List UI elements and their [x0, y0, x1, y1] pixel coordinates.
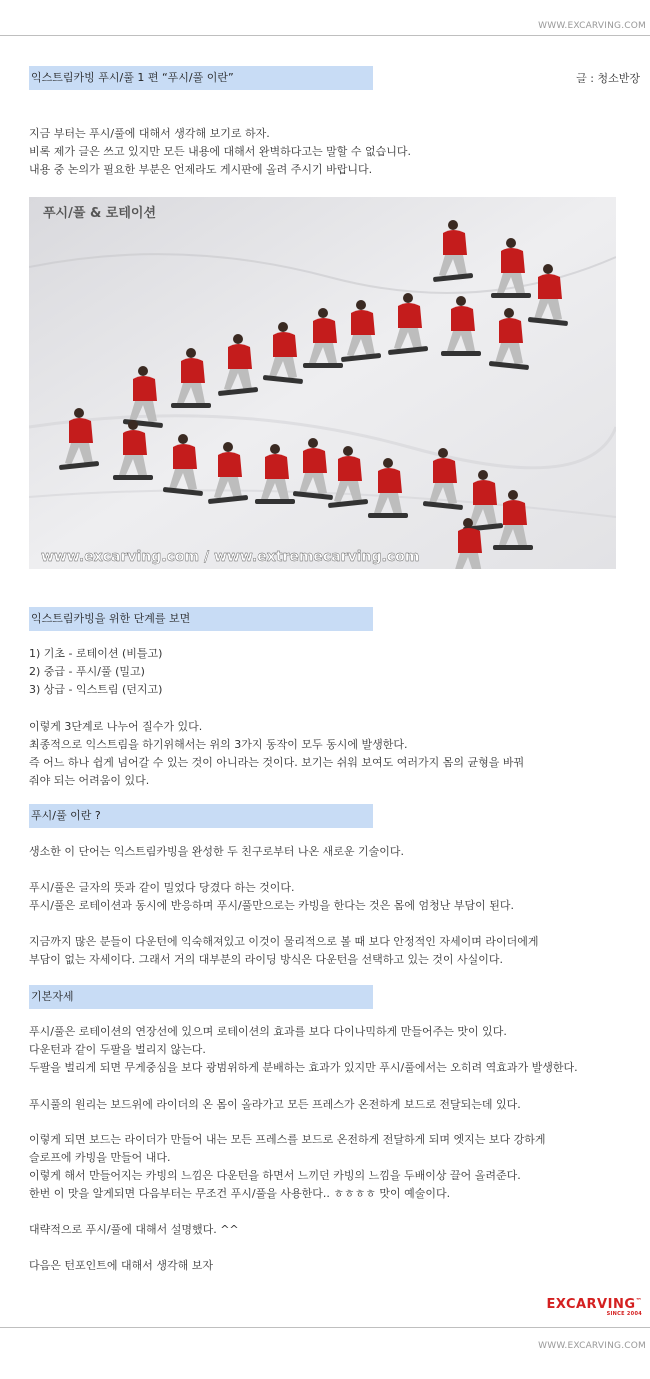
stance-paragraph-2: [29, 1096, 649, 1114]
text-line: 이렇게 되면 보드는 라이더가 만들어 내는 모든 프레스를 보드로 온전하게 전달하게 되며 엣지는 보다 강하게: [29, 1133, 546, 1146]
text-line: 푸시/풀은 글자의 뜻과 같이 밀었다 당겼다 하는 것이다.: [29, 881, 295, 894]
section-heading-basic-stance: 기본자세: [29, 985, 373, 1009]
bottom-divider: [0, 1327, 650, 1328]
article-title: 익스트림카빙 푸시/풀 1 편 “푸시/풀 이란”: [29, 66, 373, 90]
text-line: 즉 어느 하나 쉽게 넘어갈 수 있는 것이 아니라는 것이다. 보기는 쉬워 보여도 여러가지 몸의 균형을 바꿔: [29, 756, 525, 769]
list-item: 2) 중급 - 푸시/풀 (밀고): [29, 665, 145, 678]
steps-list: [29, 645, 649, 699]
logo-text: EXCARVING: [546, 1297, 636, 1312]
photo-canvas: [29, 197, 616, 569]
section-heading-pushpull: 푸시/풀 이란 ?: [29, 804, 373, 828]
text-line: 푸시/풀은 로테이션과 동시에 반응하며 푸시/풀만으로는 카빙을 한다는 것은 몸에 엄청난 부담이 된다.: [29, 899, 515, 912]
stance-paragraph-3: [29, 1131, 649, 1203]
text-line: 내용 중 논의가 필요한 부분은 언제라도 게시판에 올려 주시기 바랍니다.: [29, 163, 373, 176]
text-line: 대략적으로 푸시/풀에 대해서 설명했다. ^^: [29, 1223, 239, 1236]
text-line: 이렇게 3단계로 나누어 질수가 있다.: [29, 720, 203, 733]
photo-title: 푸시/풀 & 로테이션: [43, 206, 157, 221]
pushpull-paragraph-1: [29, 843, 649, 861]
snowboard-sequence-photo: [29, 197, 616, 569]
site-url-top[interactable]: WWW.EXCARVING.COM: [538, 21, 646, 31]
text-line: 비록 제가 글은 쓰고 있지만 모든 내용에 대해서 완벽하다고는 말할 수 없습니다.: [29, 145, 411, 158]
next-topic-line: [29, 1257, 649, 1275]
photo-caption: www.excarving.com / www.extremecarving.com: [41, 549, 420, 565]
site-url-bottom[interactable]: WWW.EXCARVING.COM: [538, 1341, 646, 1351]
list-item: 1) 기초 - 로테이션 (비틀고): [29, 647, 163, 660]
pushpull-paragraph-3: [29, 933, 649, 969]
logo-since: SINCE 2004: [606, 1311, 642, 1317]
intro-paragraph: [29, 125, 649, 179]
text-line: 슬로프에 카빙을 만들어 내다.: [29, 1151, 171, 1164]
text-line: 생소한 이 단어는 익스트림카빙을 완성한 두 친구로부터 나온 새로운 기술이다.: [29, 845, 404, 858]
stance-paragraph-1: [29, 1023, 649, 1077]
text-line: 지금 부터는 푸시/풀에 대해서 생각해 보기로 하자.: [29, 127, 270, 140]
text-line: 이렇게 해서 만들어지는 카빙의 느낌은 다운턴을 하면서 느끼던 카빙의 느낌을 두배이상 끌어 올려준다.: [29, 1169, 521, 1182]
text-line: 지금까지 많은 분들이 다운턴에 익숙해져있고 이것이 물리적으로 볼 때 보다 안정적인 자세이며 라이더에게: [29, 935, 539, 948]
text-line: 푸시풀의 원리는 보드위에 라이더의 온 몸이 올라가고 모든 프레스가 온전하게 보드로 전달되는데 있다.: [29, 1098, 521, 1111]
list-item: 3) 상급 - 익스트림 (던지고): [29, 683, 163, 696]
steps-paragraph: [29, 718, 649, 790]
text-line: 다운턴과 같이 두팔을 벌리지 않는다.: [29, 1043, 206, 1056]
text-line: 푸시/풀은 로테이션의 연장선에 있으며 로테이션의 효과를 보다 다이나믹하게 만들어주는 맛이 있다.: [29, 1025, 507, 1038]
pushpull-paragraph-2: [29, 879, 649, 915]
text-line: 부담이 없는 자세이다. 그래서 거의 대부분의 라이딩 방식은 다운턴을 선택하고 있는 것이 사실이다.: [29, 953, 503, 966]
section-heading-steps: 익스트림카빙을 위한 단계를 보면: [29, 607, 373, 631]
summary-line: [29, 1221, 649, 1239]
text-line: 한번 이 맛을 알게되면 다음부터는 무조건 푸시/풀을 사용한다.. ㅎㅎㅎㅎ 맛이 예술이다.: [29, 1187, 451, 1200]
logo-tm: ™: [635, 1297, 642, 1305]
excarving-logo[interactable]: [547, 1297, 643, 1317]
author-label: 글 : 청소반장: [576, 72, 640, 85]
text-line: 최종적으로 익스트림을 하기위해서는 위의 3가지 동작이 모두 동시에 발생한다.: [29, 738, 408, 751]
top-divider: [0, 35, 650, 36]
text-line: 줘야 되는 어려움이 있다.: [29, 774, 150, 787]
text-line: 다음은 턴포인트에 대해서 생각해 보자: [29, 1259, 214, 1272]
text-line: 두팔을 벌리게 되면 무게중심을 보다 광범위하게 분배하는 효과가 있지만 푸시/풀에서는 오히려 역효과가 발생한다.: [29, 1061, 578, 1074]
